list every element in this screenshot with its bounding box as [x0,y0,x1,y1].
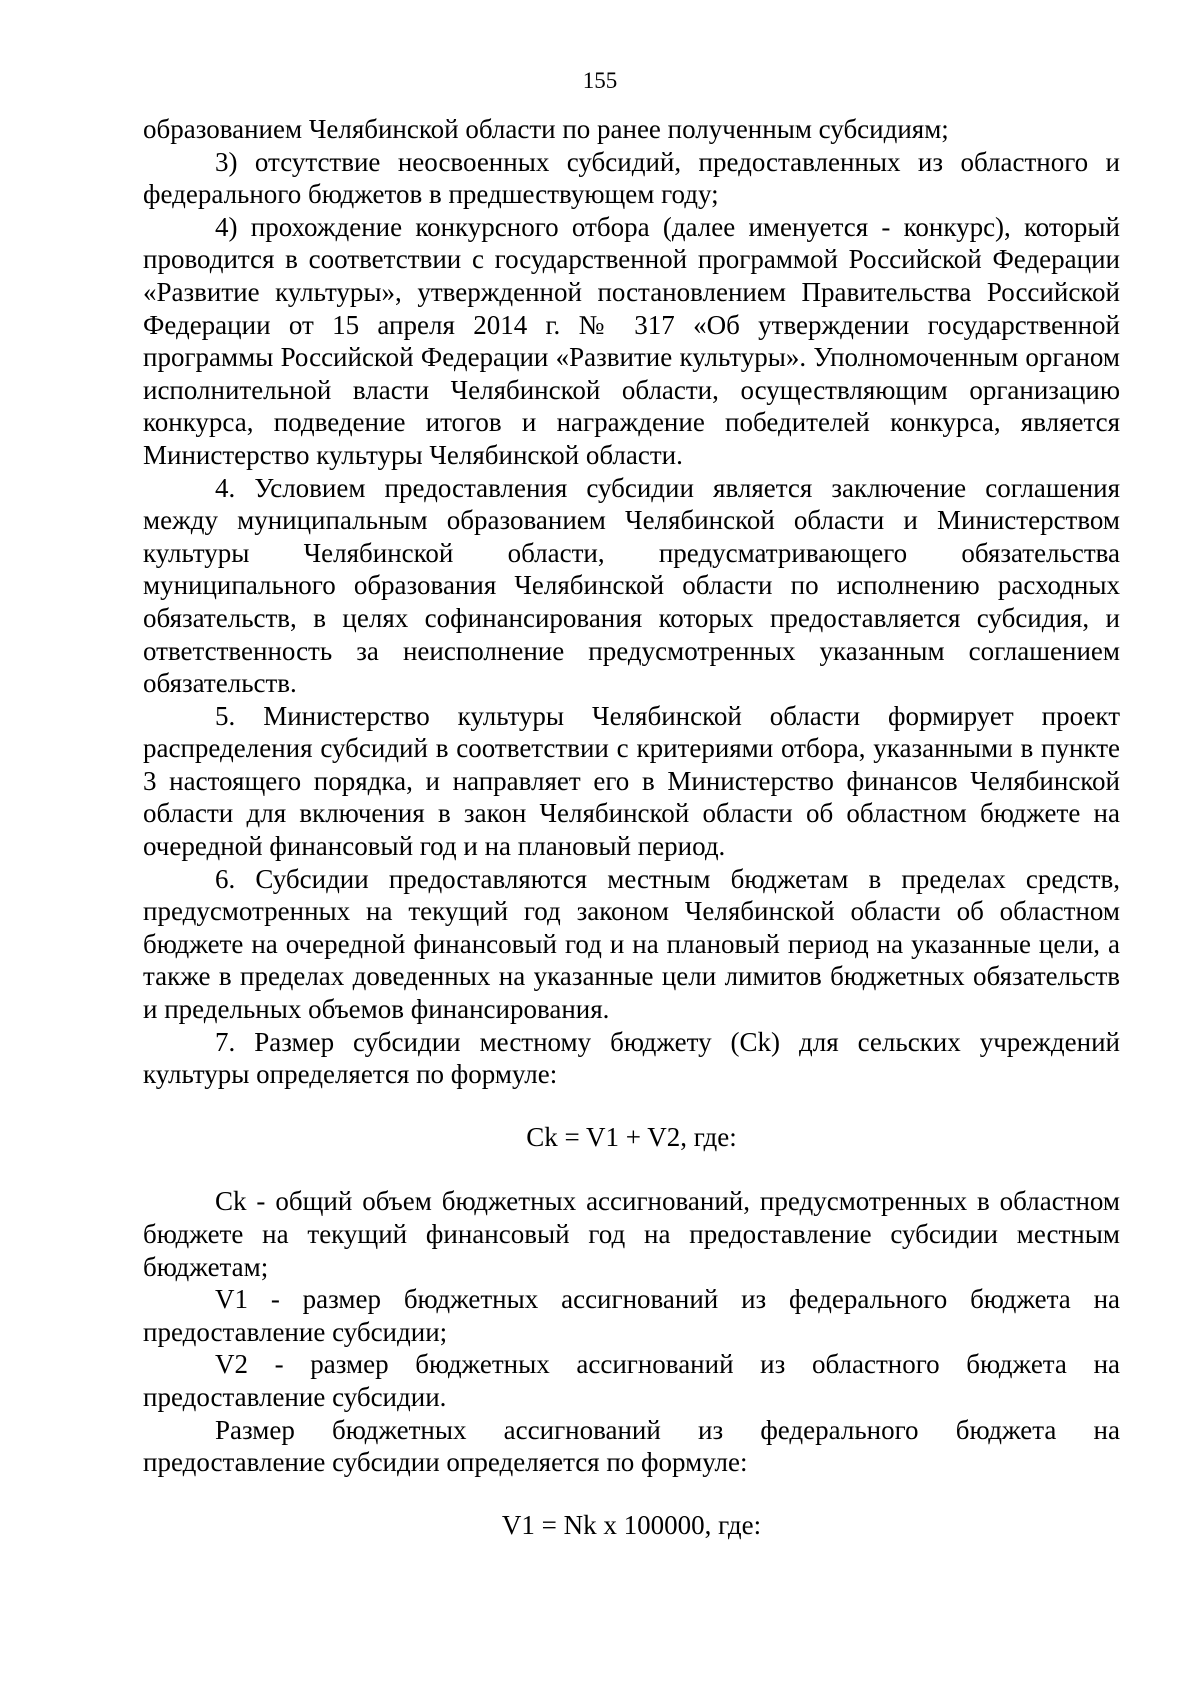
definition-v1: V1 - размер бюджетных ассигнований из федерального бюджета на предоставление субсидии; [143,1284,1120,1347]
paragraph-point-6: 6. Субсидии предоставляются местным бюджетам в пределах средств, предусмотренных на текущий год законом Челябинской области об областном бюджете на очередной финансовый год и на плановый период на указанные цели, а также в пределах доведенных на указанные цели лимитов бюджетных обязательств и предельных объемов финансирования. [143,863,1120,1025]
formula-v1: V1 = Nk x 100000, где: [501,1509,762,1540]
paragraph-item-3-4: 4) прохождение конкурсного отбора (далее именуется - конкурс), который проводится в соответствии с государственной программой Российской Федерации «Развитие культуры», утвержденной постановлением Правительства Российской Федерации от 15 апреля 2014 г. № 317 «Об утверждении государственной программы Российской Федерации «Развитие культуры». Уполномоченным органом исполнительной власти Челябинской области, осуществляющим организацию конкурса, подведение итогов и награждение победителей конкурса, является Министерство культуры Челябинской области. [143,211,1120,470]
paragraph-continuation: образованием Челябинской области по ранее полученным субсидиям; [143,114,949,144]
paragraph-v1-intro: Размер бюджетных ассигнований из федерального бюджета на предоставление субсидии определяется по формуле: [143,1414,1120,1478]
page-number: 155 [582,68,618,93]
formula-ck: Ck = V1 + V2, где: [526,1121,737,1152]
paragraph-item-3-3: 3) отсутствие неосвоенных субсидий, предоставленных из областного и федерального бюджетов в предшествующем году; [143,146,1120,210]
definition-v2: V2 - размер бюджетных ассигнований из областного бюджета на предоставление субсидии. [143,1349,1120,1412]
definition-ck: Ck - общий объем бюджетных ассигнований, предусмотренных в областном бюджете на текущий финансовый год на предоставление субсидии местным бюджетам; [143,1186,1120,1282]
paragraph-point-7: 7. Размер субсидии местному бюджету (Ck) для сельских учреждений культуры определяется по формуле: [143,1026,1120,1090]
paragraph-point-5: 5. Министерство культуры Челябинской области формирует проект распределения субсидий в соответствии с критериями отбора, указанными в пункте 3 настоящего порядка, и направляет его в Министерство финансов Челябинской области для включения в закон Челябинской области об областном бюджете на очередной финансовый год и на плановый период. [143,700,1120,862]
document-body [143,113,1120,1541]
paragraph-point-4: 4. Условием предоставления субсидии является заключение соглашения между муниципальным образованием Челябинской области и Министерством культуры Челябинской области, предусматривающего обязательства муниципального образования Челябинской области по исполнению расходных обязательств, в целях софинансирования которых предоставляется субсидия, и ответственность за неисполнение предусмотренных указанным соглашением обязательств. [143,472,1120,699]
